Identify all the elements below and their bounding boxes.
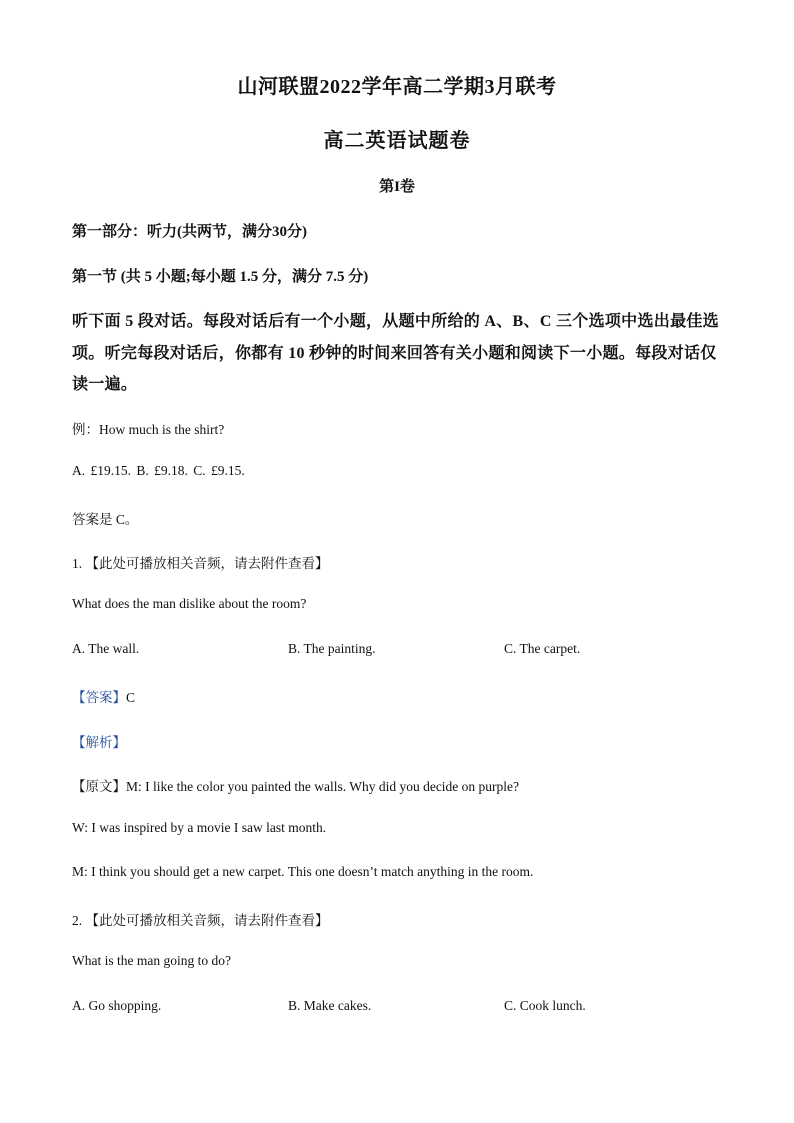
q1-transcript-line-3: M: I think you should get a new carpet. This one doesn’t match anything in the room.	[72, 864, 534, 879]
instructions: 听下面 5 段对话。每段对话后有一个小题，从题中所给的 A、B、C 三个选项中选出最佳选项。听完每段对话后，你都有 10 秒钟的时间来回答有关小题和阅读下一小题。每段对话仅读一遍。	[72, 313, 719, 393]
q1-answer	[72, 686, 135, 706]
q1-option-c: C. The carpet.	[504, 641, 581, 656]
q2-question: What is the man going to do?	[72, 953, 231, 968]
answer-label: 【答案】	[72, 690, 126, 705]
section-heading: 第一节 (共 5 小题;每小题 1.5 分，满分 7.5 分)	[72, 269, 369, 285]
volume-label: 第I卷	[379, 179, 415, 195]
q1-transcript-line-1	[72, 775, 519, 795]
exam-subtitle: 高二英语试题卷	[323, 130, 471, 152]
exam-title: 山河联盟2022学年高二学期3月联考	[237, 76, 557, 98]
q2-option-c: C. Cook lunch.	[504, 998, 586, 1013]
part-heading: 第一部分：听力(共两节，满分30分)	[72, 224, 307, 240]
original-label: 【原文】	[72, 779, 126, 794]
example-options: A. £19.15. B. £9.18. C. £9.15.	[72, 463, 245, 478]
q1-transcript-line-2: W: I was inspired by a movie I saw last month.	[72, 820, 327, 835]
transcript-text: M: I like the color you painted the walls. Why did you decide on purple?	[126, 779, 520, 794]
q1-question: What does the man dislike about the room?	[72, 596, 307, 611]
q1-audio-prompt: 1. 【此处可播放相关音频，请去附件查看】	[72, 556, 329, 571]
answer-value: C	[126, 690, 136, 705]
example-question: 例：How much is the shirt?	[72, 422, 225, 437]
q1-analysis	[72, 731, 126, 751]
q1-option-b: B. The painting.	[288, 641, 376, 656]
q2-audio-prompt: 2. 【此处可播放相关音频，请去附件查看】	[72, 913, 329, 928]
q2-option-a: A. Go shopping.	[72, 998, 162, 1013]
example-answer: 答案是 C。	[72, 512, 139, 527]
q2-option-b: B. Make cakes.	[288, 998, 372, 1013]
q1-option-a: A. The wall.	[72, 641, 140, 656]
analysis-label: 【解析】	[72, 735, 126, 750]
